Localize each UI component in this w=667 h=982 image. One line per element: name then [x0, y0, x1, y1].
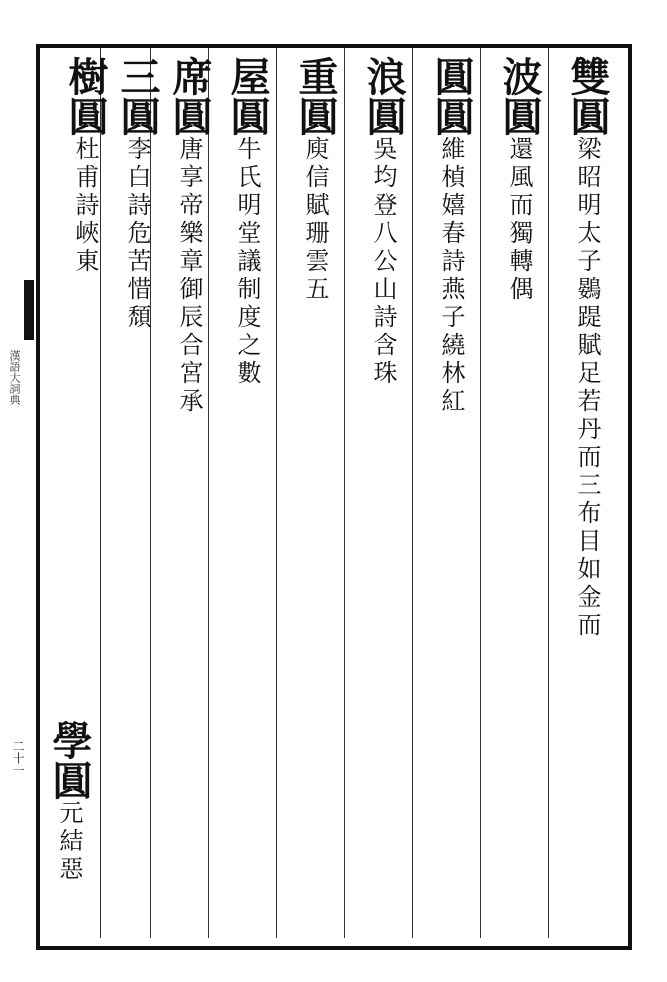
column-2 [494, 56, 544, 926]
column-7 [164, 56, 214, 926]
headword: 席圓 [166, 56, 213, 136]
column-6 [222, 56, 272, 926]
column-text: 李白詩危苦惜頹 [123, 136, 151, 332]
folio: 二十一 [11, 740, 25, 776]
column-3 [426, 56, 476, 926]
column-text: 牛氏明堂議制度之數 [233, 136, 261, 388]
column-text: 庾信賦珊雲五 [301, 136, 329, 304]
headword: 重圓 [292, 56, 339, 136]
column-text: 吳均登八公山詩含珠 [369, 136, 397, 388]
column-rule [548, 48, 549, 938]
column-5 [290, 56, 340, 926]
headword: 波圓 [496, 56, 543, 136]
column-text: 維楨嬉春詩燕子繞林紅 [437, 136, 465, 416]
column-rule [276, 48, 277, 938]
headword: 樹圓 [62, 56, 109, 136]
margin-tab [0, 280, 36, 460]
headword: 圓圓 [428, 56, 475, 136]
column-rule [344, 48, 345, 938]
column-text: 杜甫詩峽東 [71, 136, 99, 276]
column-10 [44, 720, 94, 920]
headword: 屋圓 [224, 56, 271, 136]
column-text: 梁昭明太子鷃踶賦足若丹而三布目如金而 [573, 136, 601, 640]
margin-tab-text: 漢語大詞典 [8, 350, 21, 405]
column-4 [358, 56, 408, 926]
column-1 [562, 56, 612, 926]
column-text: 還風而獨轉偶 [505, 136, 533, 304]
headword: 學圓 [46, 720, 93, 800]
headword: 三圓 [114, 56, 161, 136]
column-rule [412, 48, 413, 938]
headword: 浪圓 [360, 56, 407, 136]
column-text: 元結惡 [55, 800, 83, 884]
column-text: 唐享帝樂章御辰合宮承 [175, 136, 203, 416]
margin-bar [24, 280, 34, 340]
page-frame-left [36, 44, 40, 946]
headword: 雙圓 [564, 56, 611, 136]
column-8 [112, 56, 162, 926]
column-rule [480, 48, 481, 938]
